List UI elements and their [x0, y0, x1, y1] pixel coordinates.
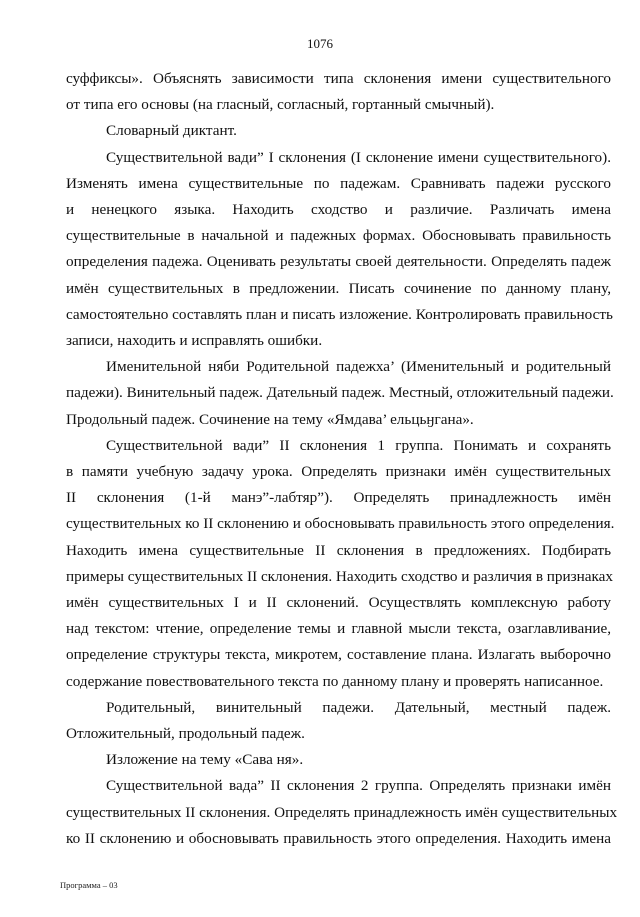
- paragraph: [66, 747, 611, 773]
- text-line: падежи). Винительный падеж. Дательный падеж. Местный, отложительный падежи.: [66, 384, 614, 402]
- text-line: существительных II склонения. Определять принадлежность имён существительных: [66, 803, 618, 821]
- text-line: Существительной вада” II склонения 2 группа. Определять признаки имён: [106, 777, 611, 795]
- text-line: Существительной вади” II склонения 1 группа. Понимать и сохранять: [106, 436, 611, 454]
- text-line: Находить имена существительные II склонения в предложениях. Подбирать: [66, 541, 611, 559]
- text-line: содержание повествовательного текста по данному плану и проверять написанное.: [66, 672, 604, 690]
- text-line: примеры существительных II склонения. Находить сходство и различия в признаках: [66, 567, 613, 585]
- text-line: определение структуры текста, микротем, составление плана. Излагать выборочно: [66, 646, 611, 664]
- document-body: [66, 66, 618, 852]
- text-line: в памяти учебную задачу урока. Определять признаки имён существительных: [66, 463, 611, 481]
- paragraph: [66, 145, 611, 355]
- text-line: Родительный, винительный падежи. Дательный, местный падеж.: [106, 698, 611, 716]
- paragraph: [66, 433, 615, 695]
- page-number: 1076: [307, 36, 333, 51]
- text-line: имён существительных I и II склонений. Осуществлять комплексную работу: [66, 594, 611, 612]
- paragraph: [66, 354, 614, 433]
- text-line: имён существительных в предложении. Писать сочинение по данному плану,: [66, 279, 611, 297]
- text-line: Изложение на тему «Сава ня».: [106, 751, 304, 769]
- text-line: определения падежа. Оценивать результаты своей деятельности. Определять падеж: [66, 253, 611, 271]
- text-line: и ненецкого языка. Находить сходство и различие. Различать имена: [66, 201, 611, 219]
- text-line: II склонения (1-й манэ”-лабтяр”). Определять принадлежность имён: [66, 489, 611, 507]
- paragraph: [66, 66, 611, 118]
- text-line: Именительной няби Родительной падежха’ (Именительный и родительный: [106, 358, 611, 376]
- text-line: существительные в начальной и падежных формах. Обосновывать правильность: [66, 227, 611, 245]
- text-line: суффиксы». Объяснять зависимости типа склонения имени существительного: [66, 70, 611, 87]
- text-line: записи, находить и исправлять ошибки.: [66, 332, 323, 350]
- text-line: Отложительный, продольный падеж.: [66, 725, 305, 743]
- text-line: Продольный падеж. Сочинение на тему «Ямдава’ ельцьӈгана».: [66, 410, 474, 428]
- text-line: ко II склонению и обосновывать правильность этого определения. Находить имена: [66, 829, 611, 847]
- paragraph: [66, 118, 611, 144]
- text-line: от типа его основы (на гласный, согласный, гортанный смычный).: [66, 96, 495, 114]
- paragraph: [66, 773, 618, 852]
- text-line: Изменять имена существительные по падежам. Сравнивать падежи русского: [66, 174, 611, 192]
- paragraph: [66, 695, 611, 747]
- text-line: самостоятельно составлять план и писать изложение. Контролировать правильность: [66, 305, 613, 323]
- text-line: над текстом: чтение, определение темы и главной мысли текста, озаглавливание,: [66, 620, 611, 638]
- text-line: существительных ко II склонению и обосновывать правильность этого определения.: [66, 515, 615, 533]
- footer-label: Программа – 03: [60, 880, 118, 890]
- text-line: Существительной вади” I склонения (I склонение имени существительного).: [106, 148, 611, 166]
- text-line: Словарный диктант.: [106, 122, 237, 140]
